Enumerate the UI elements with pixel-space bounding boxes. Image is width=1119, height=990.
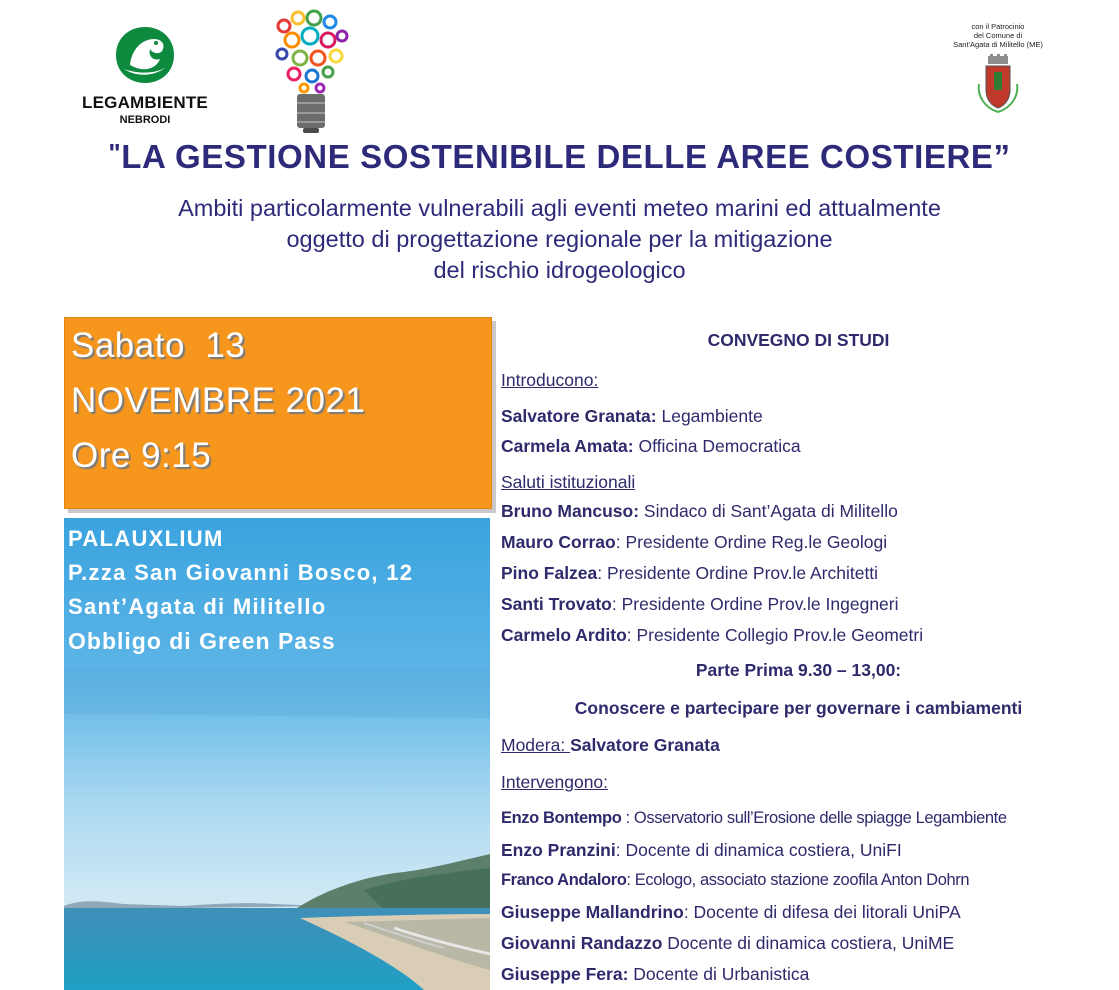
venue-city: Sant’Agata di Militello bbox=[68, 594, 327, 619]
speaker-role: Officina Democratica bbox=[633, 436, 801, 456]
parte-prima-title: Conoscere e partecipare per governare i cambiamenti bbox=[574, 698, 1023, 718]
speaker-row bbox=[501, 625, 923, 646]
speaker-role: Sindaco di Sant’Agata di Militello bbox=[639, 501, 898, 521]
speaker-row bbox=[501, 594, 899, 615]
date-day: Sabato 13 bbox=[71, 326, 246, 365]
speaker-role: : Presidente Collegio Prov.le Geometri bbox=[626, 625, 924, 645]
speaker-row bbox=[501, 871, 969, 890]
subtitle-line-3: del rischio idrogeologico bbox=[433, 257, 686, 283]
speaker-name: Enzo Bontempo bbox=[501, 809, 622, 827]
saluti-label: Saluti istituzionali bbox=[501, 472, 636, 492]
speaker-name: Pino Falzea bbox=[501, 563, 598, 583]
patrocinio-line-1: con il Patrocinio bbox=[971, 22, 1025, 31]
title-text: LA GESTIONE SOSTENIBILE DELLE AREE COSTIERE bbox=[121, 138, 994, 175]
date-box bbox=[64, 317, 492, 509]
legambiente-name: LEGAMBIENTE bbox=[82, 93, 208, 112]
speaker-name: Enzo Pranzini bbox=[501, 840, 616, 860]
patrocinio-line-2: del Comune di bbox=[973, 31, 1023, 40]
patrocinio-line-3: Sant'Agata di Militello (ME) bbox=[953, 40, 1043, 49]
title-open-quote: " bbox=[108, 138, 122, 168]
speaker-role: : Docente di difesa dei litorali UniPA bbox=[683, 902, 961, 922]
modera-name: Salvatore Granata bbox=[570, 735, 720, 755]
speaker-role: Docente di dinamica costiera, UniME bbox=[662, 933, 955, 953]
introducono-label: Introducono: bbox=[501, 370, 599, 390]
venue-text bbox=[68, 522, 413, 658]
title-close-quote: ” bbox=[993, 138, 1011, 175]
speaker-role: : Presidente Ordine Prov.le Ingegneri bbox=[611, 594, 899, 614]
program-heading: CONVEGNO DI STUDI bbox=[707, 330, 890, 350]
speaker-row bbox=[501, 964, 809, 985]
gears-lightbulb-icon bbox=[272, 8, 350, 133]
speaker-role: : Presidente Ordine Reg.le Geologi bbox=[615, 532, 888, 552]
intervengono-label: Intervengono: bbox=[501, 772, 609, 792]
subtitle-line-2: oggetto di progettazione regionale per la mitigazione bbox=[286, 226, 833, 252]
modera-label: Modera: bbox=[501, 735, 571, 755]
speaker-row bbox=[501, 809, 1007, 828]
date-month-year: NOVEMBRE 2021 bbox=[71, 381, 366, 420]
event-subtitle bbox=[0, 193, 1119, 286]
speaker-name: Mauro Corrao bbox=[501, 532, 616, 552]
date-time: Ore 9:15 bbox=[71, 436, 212, 475]
speaker-row bbox=[501, 563, 878, 584]
event-title bbox=[0, 138, 1119, 176]
speaker-role: : Docente di dinamica costiera, UniFI bbox=[615, 840, 902, 860]
speaker-role: : Presidente Ordine Prov.le Architetti bbox=[597, 563, 879, 583]
venue-name: PALAUXLIUM bbox=[68, 526, 224, 551]
modera-row bbox=[501, 735, 720, 756]
officina-logo bbox=[272, 8, 350, 133]
speaker-name: Carmelo Ardito bbox=[501, 625, 627, 645]
speaker-role: : Ecologo, associato stazione zoofila Anton Dohrn bbox=[626, 871, 970, 889]
parte-prima-time: Parte Prima 9.30 – 13,00: bbox=[695, 660, 902, 680]
coat-of-arms-icon bbox=[973, 54, 1023, 116]
venue-block bbox=[64, 518, 490, 990]
speaker-row bbox=[501, 902, 961, 923]
speaker-name: Giovanni Randazzo bbox=[501, 933, 663, 953]
speaker-role: Docente di Urbanistica bbox=[628, 964, 810, 984]
speaker-row bbox=[501, 436, 801, 457]
venue-green-pass-note: Obbligo di Green Pass bbox=[68, 628, 336, 654]
speaker-name: Giuseppe Mallandrino bbox=[501, 902, 684, 922]
speaker-row bbox=[501, 532, 887, 553]
legambiente-swan-icon bbox=[110, 25, 180, 87]
speaker-row bbox=[501, 406, 763, 427]
legambiente-sub: NEBRODI bbox=[119, 114, 171, 126]
speaker-row bbox=[501, 501, 898, 522]
speaker-name: Carmela Amata: bbox=[501, 436, 634, 456]
speaker-name: Salvatore Granata: bbox=[501, 406, 657, 426]
speaker-row bbox=[501, 840, 902, 861]
venue-address: P.zza San Giovanni Bosco, 12 bbox=[68, 560, 414, 585]
legambiente-logo bbox=[70, 25, 220, 135]
speaker-name: Bruno Mancuso: bbox=[501, 501, 640, 521]
speaker-role: : Osservatorio sull’Erosione delle spiagge Legambiente bbox=[621, 809, 1007, 827]
speaker-name: Giuseppe Fera: bbox=[501, 964, 629, 984]
speaker-row bbox=[501, 933, 954, 954]
patrocinio-block bbox=[938, 22, 1058, 118]
speaker-name: Franco Andaloro bbox=[501, 871, 627, 889]
speaker-role: Legambiente bbox=[656, 406, 763, 426]
speaker-name: Santi Trovato bbox=[501, 594, 612, 614]
subtitle-line-1: Ambiti particolarmente vulnerabili agli eventi meteo marini ed attualmente bbox=[178, 195, 941, 221]
